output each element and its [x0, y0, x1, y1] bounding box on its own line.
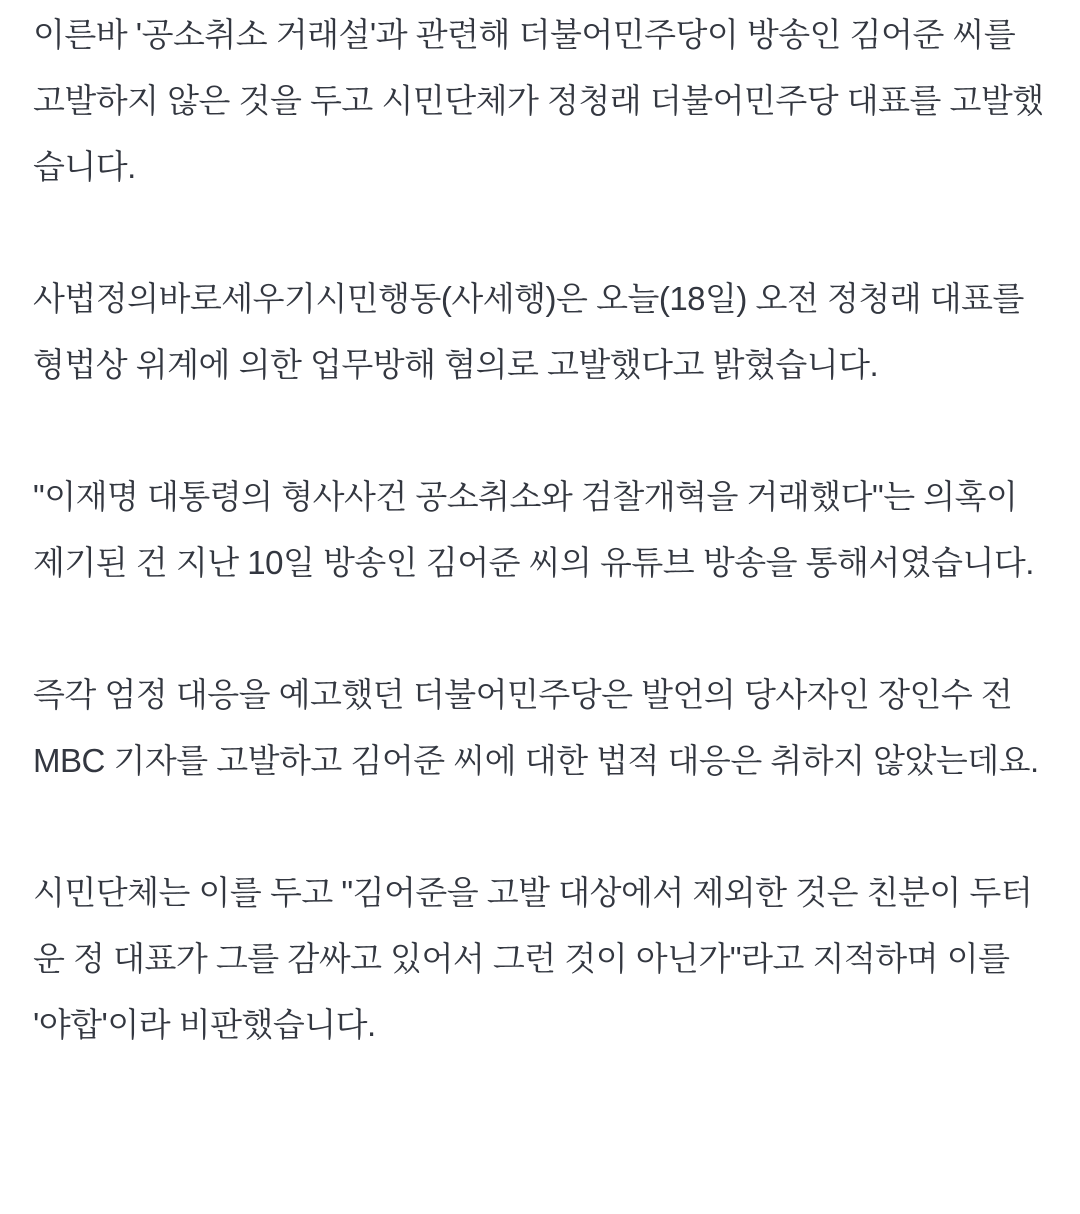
article-paragraph: "이재명 대통령의 형사사건 공소취소와 검찰개혁을 거래했다"는 의혹이 제기된 건 지난 10일 방송인 김어준 씨의 유튜브 방송을 통해서였습니다.	[33, 478, 1034, 581]
article-paragraph: 시민단체는 이를 두고 "김어준을 고발 대상에서 제외한 것은 친분이 두터운 정 대표가 그를 감싸고 있어서 그런 것이 아닌가"라고 지적하며 이를 '야합'이라 비판했습니다.	[33, 874, 1033, 1043]
article-paragraph: 이른바 '공소취소 거래설'과 관련해 더불어민주당이 방송인 김어준 씨를 고발하지 않은 것을 두고 시민단체가 정청래 더불어민주당 대표를 고발했습니다.	[33, 16, 1044, 185]
article-paragraph: 사법정의바로세우기시민행동(사세행)은 오늘(18일) 오전 정청래 대표를 형법상 위계에 의한 업무방해 혐의로 고발했다고 밝혔습니다.	[33, 280, 1024, 383]
article-paragraph: 즉각 엄정 대응을 예고했던 더불어민주당은 발언의 당사자인 장인수 전 MBC 기자를 고발하고 김어준 씨에 대한 법적 대응은 취하지 않았는데요.	[33, 676, 1039, 779]
